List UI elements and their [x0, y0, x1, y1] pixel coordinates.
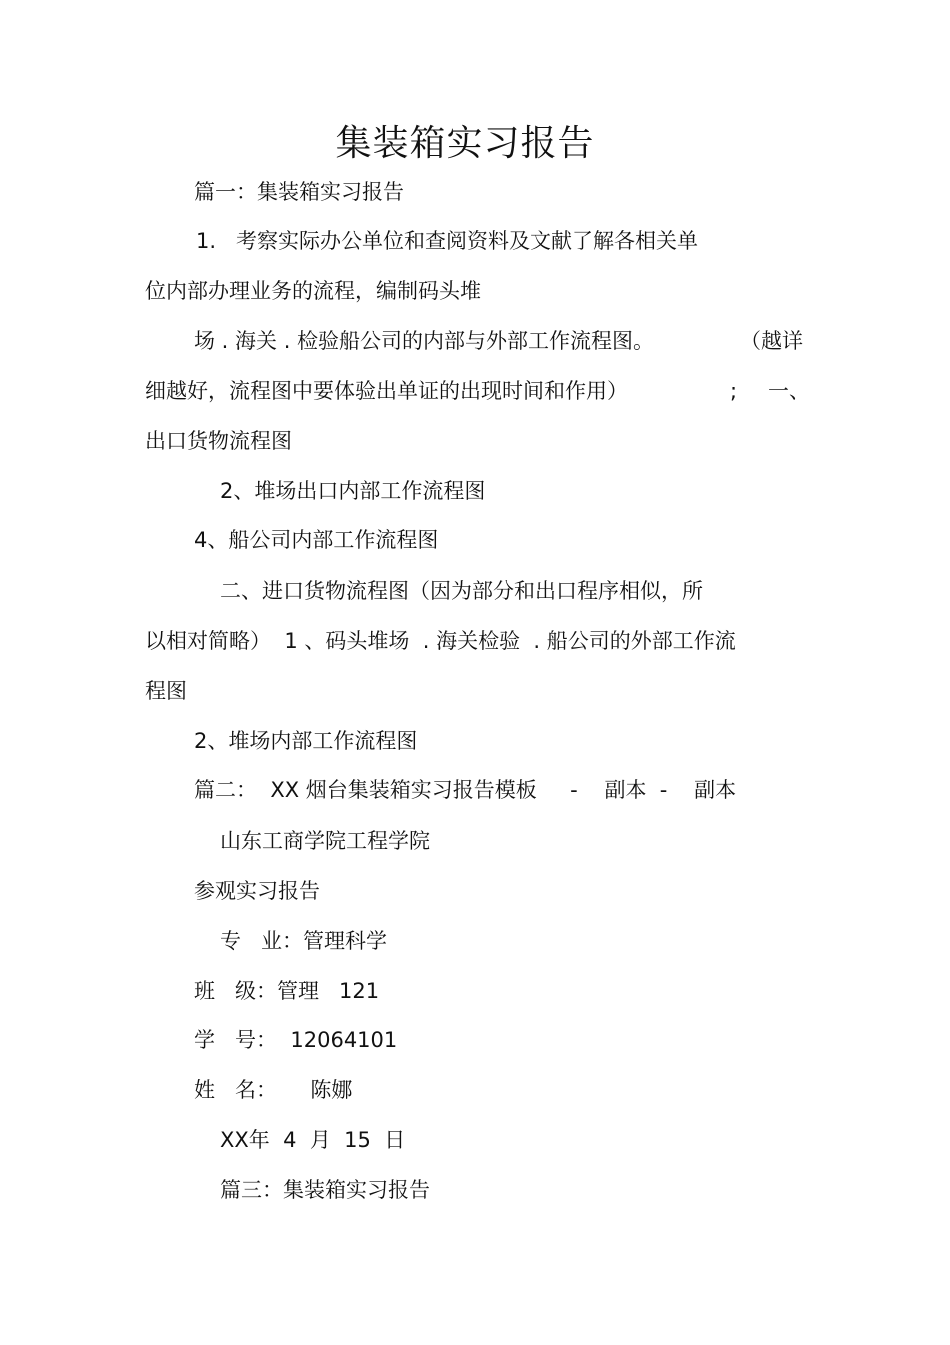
- section-heading-3: 篇三：集装箱实习报告: [220, 1178, 430, 1202]
- paragraph-line: 二、进口货物流程图（因为部分和出口程序相似，所: [220, 579, 703, 603]
- paragraph-line: 1. 考察实际办公单位和查阅资料及文献了解各相关单: [196, 229, 699, 253]
- paragraph-line: 2、堆场出口内部工作流程图: [220, 479, 486, 503]
- paragraph-line: 2、堆场内部工作流程图: [194, 729, 418, 753]
- paragraph-line: 一、: [768, 379, 810, 403]
- paragraph-line: 出口货物流程图: [145, 429, 292, 453]
- info-student-id: 学 号： 12064101: [194, 1028, 398, 1052]
- paragraph-line: 山东工商学院工程学院: [220, 829, 430, 853]
- paragraph-line: 以相对简略） 1 、码头堆场 . 海关检验 . 船公司的外部工作流: [145, 629, 736, 653]
- info-name: 姓 名： 陈娜: [194, 1078, 353, 1102]
- paragraph-line: 位内部办理业务的流程，编制码头堆: [145, 279, 481, 303]
- section-heading-2: 篇二： XX 烟台集装箱实习报告模板 - 副本 - 副本: [194, 778, 737, 802]
- info-class: 班 级：管理 121: [194, 979, 380, 1003]
- paragraph-line: （越详: [740, 329, 803, 353]
- info-date: XX年 4 月 15 日: [220, 1128, 406, 1152]
- paragraph-line: 场 . 海关 . 检验船公司的内部与外部工作流程图。: [194, 329, 655, 353]
- paragraph-line: 细越好，流程图中要体验出单证的出现时间和作用）: [145, 379, 628, 403]
- paragraph-line: ;: [730, 379, 738, 403]
- section-heading-1: 篇一：集装箱实习报告: [194, 180, 404, 204]
- document-title: 集装箱实习报告: [335, 123, 595, 164]
- paragraph-line: 程图: [145, 679, 187, 703]
- info-major: 专 业：管理科学: [220, 929, 388, 953]
- paragraph-line: 参观实习报告: [194, 879, 320, 903]
- paragraph-line: 4、船公司内部工作流程图: [194, 528, 439, 552]
